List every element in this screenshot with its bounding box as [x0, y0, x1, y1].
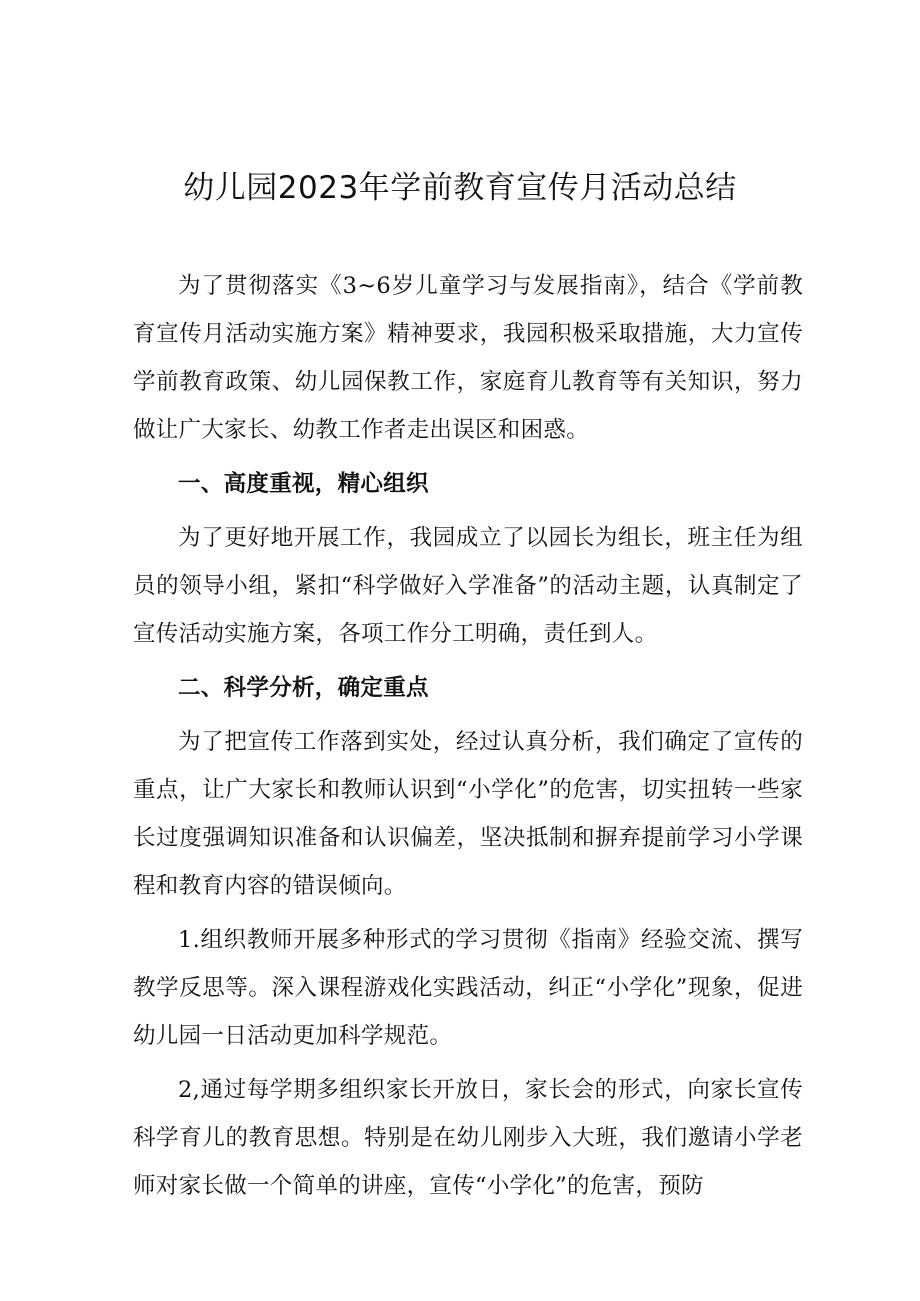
- document-title: 幼儿园2023年学前教育宣传月活动总结: [183, 170, 737, 206]
- section-1-paragraph: 为了更好地开展工作，我园成立了以园长为组长，班主任为组员的领导小组，紧扣“科学做好入学准备”的活动主题，认真制定了宣传活动实施方案，各项工作分工明确，责任到人。: [133, 525, 803, 647]
- section-2-paragraph: 为了把宣传工作落到实处，经过认真分析，我们确定了宣传的重点，让广大家长和教师认识到“小学化”的危害，切实扭转一些家长过度强调知识准备和认识偏差，坚决抵制和摒弃提前学习小学课程和教育内容的错误倾向。: [133, 729, 803, 899]
- section-2-heading: 二、科学分析，确定重点: [178, 675, 429, 701]
- list-item-2: 2,通过每学期多组织家长开放日，家长会的形式，向家长宣传科学育儿的教育思想。特别是在幼儿刚步入大班，我们邀请小学老师对家长做一个简单的讲座，宣传“小学化”的危害，预防: [133, 1077, 803, 1199]
- list-item-1: 1.组织教师开展多种形式的学习贯彻《指南》经验交流、撰写教学反思等。深入课程游戏化实践活动，纠正“小学化”现象，促进幼儿园一日活动更加科学规范。: [133, 927, 803, 1049]
- intro-paragraph: 为了贯彻落实《3~6岁儿童学习与发展指南》，结合《学前教育宣传月活动实施方案》精神要求，我园积极采取措施，大力宣传学前教育政策、幼儿园保教工作，家庭育儿教育等有关知识，努力做让广大家长、幼教工作者走出误区和困惑。: [133, 273, 803, 443]
- section-1-heading: 一、高度重视，精心组织: [178, 471, 429, 497]
- document-body: [133, 262, 803, 1210]
